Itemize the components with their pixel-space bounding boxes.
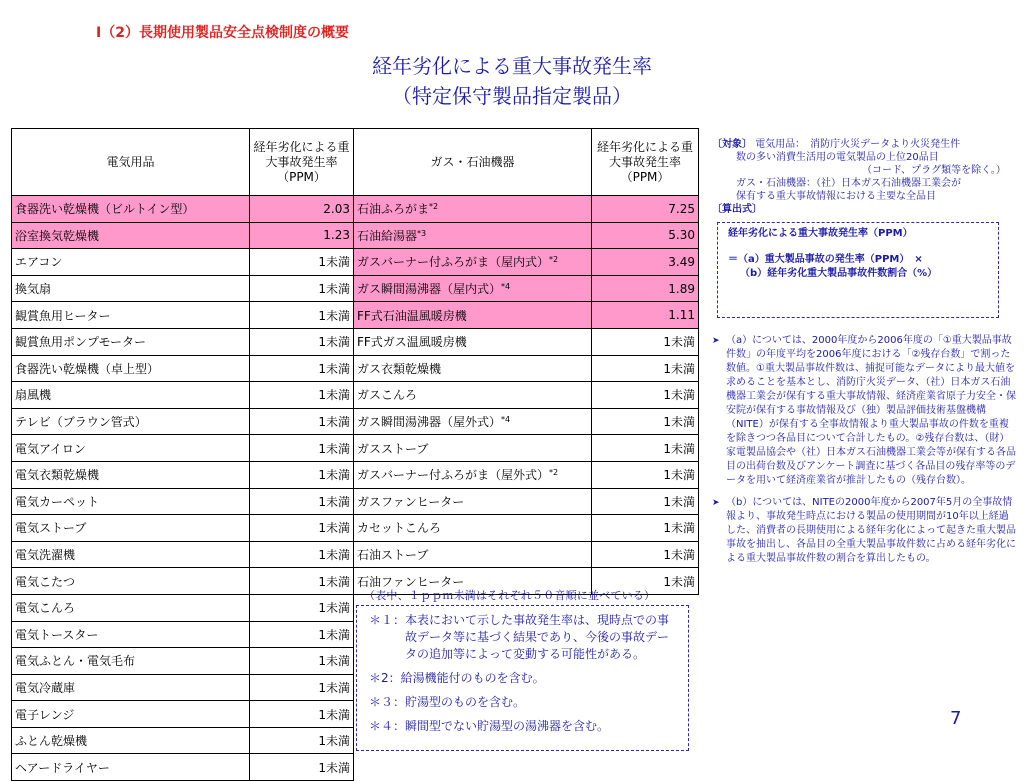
target-line-4: ガス・石油機器：（社）日本ガス石油機器工業会が <box>736 178 961 189</box>
bullet-a-text: （a）については、2000年度から2006年度の「①重大製品事故件数」の年度平均を2006年度における「②残存台数」で割った数値。①重大製品事故件数は、捕捉可能なデータにより最大値を求めることを基本とし、消防庁火災データ、（社）日本ガス石油機器工業会が保有する重大事故情報、経済産業省原子力安全・保安院が保有する事故情報及び（独）製品評価技術基盤機構（NITE）が保有する全事故情報より重大製品事故の件数を重複を除きつつ各品目について合計したもの。②残存台数は、（財）家電製品協会や（社）日本ガス石油機器工業会等が保有する各品目の出荷台数及びアンケート調査に基づく各品目の残存率等のデータを用いて経済産業省が推計したもの（残存台数）。 <box>726 335 1016 486</box>
formula-title: 経年劣化による重大事故発生率（PPM） <box>728 228 913 239</box>
electric-product-name: 電気カーペット <box>12 488 250 515</box>
electric-product-name: 電気こたつ <box>12 568 250 595</box>
footnote-mark: ＊2： <box>369 671 401 685</box>
gas-product-label: ガスバーナー付ふろがま（屋内式） <box>357 255 550 270</box>
electric-product-name: 電気衣類乾燥機 <box>12 461 250 488</box>
bullet-a <box>712 334 1017 488</box>
footnote-mark: ＊４： <box>369 719 406 733</box>
electric-product-rate: 1未満 <box>250 515 354 542</box>
target-line-3: （コード、プラグ類等を除く。） <box>862 165 1006 176</box>
footnote-text: 貯湯型のものを含む。 <box>405 695 526 709</box>
electric-product-name: 電気こんろ <box>12 594 250 621</box>
calc-label: 〔算出式〕 <box>712 204 762 215</box>
electric-product-name: 電子レンジ <box>12 701 250 728</box>
electric-product-name: ヘアードライヤー <box>12 754 250 781</box>
electric-product-name: 電気冷蔵庫 <box>12 674 250 701</box>
gas-product-label: ガス瞬間湯沸器（屋内式） <box>357 282 502 297</box>
gas-product-label: 石油ファンヒーター <box>357 574 465 589</box>
gas-product-rate: 1未満 <box>592 461 699 488</box>
table-row <box>12 222 699 249</box>
electric-product-rate: 1未満 <box>250 435 354 462</box>
gas-product-name <box>354 222 592 249</box>
gas-product-label: カセットこんろ <box>357 521 442 536</box>
table-row <box>12 302 699 329</box>
gas-product-name <box>354 196 592 223</box>
formula-part-b: （b）経年劣化重大製品事故件数割合（%） <box>740 268 938 279</box>
electric-product-name: テレビ（ブラウン管式） <box>12 408 250 435</box>
gas-product-label: 石油ストーブ <box>357 548 429 563</box>
electric-product-rate: 1未満 <box>250 355 354 382</box>
footnote-text: 瞬間型でない貯湯型の湯沸器を含む。 <box>405 719 610 733</box>
table-notes <box>356 587 689 751</box>
footnote-ref: *2 <box>549 468 559 478</box>
gas-product-name <box>354 461 592 488</box>
gas-product-name <box>354 328 592 355</box>
gas-product-label: ガスストーブ <box>357 441 429 456</box>
empty-cell <box>354 754 699 781</box>
electric-product-name: 電気ストーブ <box>12 515 250 542</box>
target-line-1: 電気用品： 消防庁火災データより火災発生件 <box>755 139 961 150</box>
gas-product-label: ガス瞬間湯沸器（屋外式） <box>357 415 502 430</box>
gas-product-name <box>354 435 592 462</box>
electric-product-name: 食器洗い乾燥機（ビルトイン型） <box>12 196 250 223</box>
table-row <box>12 328 699 355</box>
footnote-text: 本表において示した事故発生率は、現時点での事故データ等に基づく結果であり、今後の事故データの追加等によって変動する可能性がある。 <box>405 613 670 661</box>
page-title: 経年劣化による重大事故発生率 <box>372 54 652 78</box>
formula-part-a: ＝（a）重大製品事故の発生率（PPM） × <box>728 254 923 265</box>
gas-product-name <box>354 382 592 409</box>
electric-product-rate: 1未満 <box>250 541 354 568</box>
electric-product-name: 電気ふとん・電気毛布 <box>12 648 250 675</box>
electric-product-name: エアコン <box>12 249 250 276</box>
bullet-b-text: （b）については、NITEの2000年度から2007年5月の全事故情報より、事故発生時点における製品の使用期間が10年以上経過した、消費者の長期使用による経年劣化によって起きた重大製品事故を抽出し、各品目の全重大製品事故件数に占める経年劣化による重大製品事故件数の割合を算出したもの。 <box>726 497 1016 564</box>
gas-product-rate: 3.49 <box>592 249 699 276</box>
col-header-rate-electric: 経年劣化による重大事故発生率（PPM） <box>250 129 354 196</box>
gas-product-label: 石油ふろがま <box>357 202 430 217</box>
gas-product-rate: 5.30 <box>592 222 699 249</box>
footnote <box>369 718 680 735</box>
gas-product-rate: 7.25 <box>592 196 699 223</box>
electric-product-name: 電気アイロン <box>12 435 250 462</box>
electric-product-name: 電気トースター <box>12 621 250 648</box>
footnote-ref: *3 <box>417 228 427 238</box>
table-row <box>12 408 699 435</box>
electric-product-name: 浴室換気乾燥機 <box>12 222 250 249</box>
gas-product-label: ガスファンヒーター <box>357 494 465 509</box>
gas-product-rate: 1未満 <box>592 541 699 568</box>
table-row <box>12 754 699 781</box>
electric-product-name: 電気洗濯機 <box>12 541 250 568</box>
gas-product-rate: 1未満 <box>592 515 699 542</box>
electric-product-rate: 1未満 <box>250 674 354 701</box>
gas-product-rate: 1未満 <box>592 568 699 595</box>
gas-product-rate: 1.11 <box>592 302 699 329</box>
arrow-bullet-icon: ➤ <box>712 498 720 508</box>
table-row <box>12 488 699 515</box>
electric-product-name: 食器洗い乾燥機（卓上型） <box>12 355 250 382</box>
electric-product-rate: 1未満 <box>250 302 354 329</box>
gas-product-label: FF式石油温風暖房機 <box>357 308 467 323</box>
footnote-ref: *2 <box>429 202 439 212</box>
table-header-row <box>12 129 699 196</box>
gas-product-rate: 1未満 <box>592 435 699 462</box>
electric-product-rate: 1未満 <box>250 408 354 435</box>
gas-product-name <box>354 541 592 568</box>
footnote-box <box>356 605 689 751</box>
footnote-ref: *4 <box>501 282 511 292</box>
table-caption: （表中、１ｐｐｍ未満はそれぞれ５０音順に並べている） <box>364 589 656 602</box>
electric-product-rate: 1.23 <box>250 222 354 249</box>
electric-product-rate: 1未満 <box>250 461 354 488</box>
gas-product-rate: 1.89 <box>592 275 699 302</box>
electric-product-rate: 1未満 <box>250 275 354 302</box>
gas-product-name <box>354 488 592 515</box>
gas-product-rate: 1未満 <box>592 328 699 355</box>
formula-box <box>717 222 999 318</box>
electric-product-name: 観賞魚用ヒーター <box>12 302 250 329</box>
electric-product-rate: 2.03 <box>250 196 354 223</box>
gas-product-rate: 1未満 <box>592 488 699 515</box>
gas-product-name <box>354 275 592 302</box>
footnote <box>369 612 680 663</box>
page-number: 7 <box>950 708 962 729</box>
gas-product-label: ガスこんろ <box>357 388 418 403</box>
electric-product-rate: 1未満 <box>250 328 354 355</box>
footnote-text: 給湯機能付のものを含む。 <box>400 671 545 685</box>
electric-product-rate: 1未満 <box>250 568 354 595</box>
gas-product-label: FF式ガス温風暖房機 <box>357 335 467 350</box>
electric-product-rate: 1未満 <box>250 701 354 728</box>
page-subtitle: （特定保守製品指定製品） <box>392 84 632 108</box>
gas-product-name <box>354 249 592 276</box>
target-line-2: 数の多い消費生活用の電気製品の上位20品目 <box>736 152 939 163</box>
gas-product-name <box>354 408 592 435</box>
footnote-mark: ＊１： <box>369 613 406 627</box>
electric-product-rate: 1未満 <box>250 754 354 781</box>
electric-product-rate: 1未満 <box>250 382 354 409</box>
footnote-mark: ＊３： <box>369 695 406 709</box>
electric-product-name: 扇風機 <box>12 382 250 409</box>
col-header-rate-gas: 経年劣化による重大事故発生率（PPM） <box>592 129 699 196</box>
gas-product-name <box>354 302 592 329</box>
table-row <box>12 435 699 462</box>
bullet-b <box>712 496 1017 566</box>
electric-product-rate: 1未満 <box>250 594 354 621</box>
gas-product-label: ガス衣類乾燥機 <box>357 361 442 376</box>
table-row <box>12 461 699 488</box>
gas-product-rate: 1未満 <box>592 382 699 409</box>
table-row <box>12 196 699 223</box>
target-label: 〔対象〕 <box>712 139 752 150</box>
table-row <box>12 515 699 542</box>
electric-product-name: ふとん乾燥機 <box>12 727 250 754</box>
footnote-ref: *2 <box>549 255 559 265</box>
electric-product-name: 換気扇 <box>12 275 250 302</box>
section-heading: Ⅰ（2）長期使用製品安全点検制度の概要 <box>96 25 349 41</box>
table-row <box>12 355 699 382</box>
gas-product-label: 石油給湯器 <box>357 228 418 243</box>
gas-product-label: ガスバーナー付ふろがま（屋外式） <box>357 468 550 483</box>
electric-product-rate: 1未満 <box>250 621 354 648</box>
col-header-gas: ガス・石油機器 <box>354 129 592 196</box>
electric-product-rate: 1未満 <box>250 648 354 675</box>
gas-product-name <box>354 355 592 382</box>
footnote <box>369 694 680 711</box>
gas-product-name <box>354 515 592 542</box>
table-row <box>12 382 699 409</box>
gas-product-rate: 1未満 <box>592 408 699 435</box>
target-line-5: 保有する重大事故情報における主要な全品目 <box>736 191 936 202</box>
table-row <box>12 249 699 276</box>
explanation-panel <box>712 138 1017 566</box>
electric-product-rate: 1未満 <box>250 249 354 276</box>
electric-product-rate: 1未満 <box>250 727 354 754</box>
gas-product-rate: 1未満 <box>592 355 699 382</box>
footnote <box>369 670 680 687</box>
col-header-electric: 電気用品 <box>12 129 250 196</box>
footnote-ref: *4 <box>501 415 511 425</box>
arrow-bullet-icon: ➤ <box>712 336 720 346</box>
table-row <box>12 541 699 568</box>
table-row <box>12 275 699 302</box>
electric-product-rate: 1未満 <box>250 488 354 515</box>
electric-product-name: 観賞魚用ポンプモーター <box>12 328 250 355</box>
